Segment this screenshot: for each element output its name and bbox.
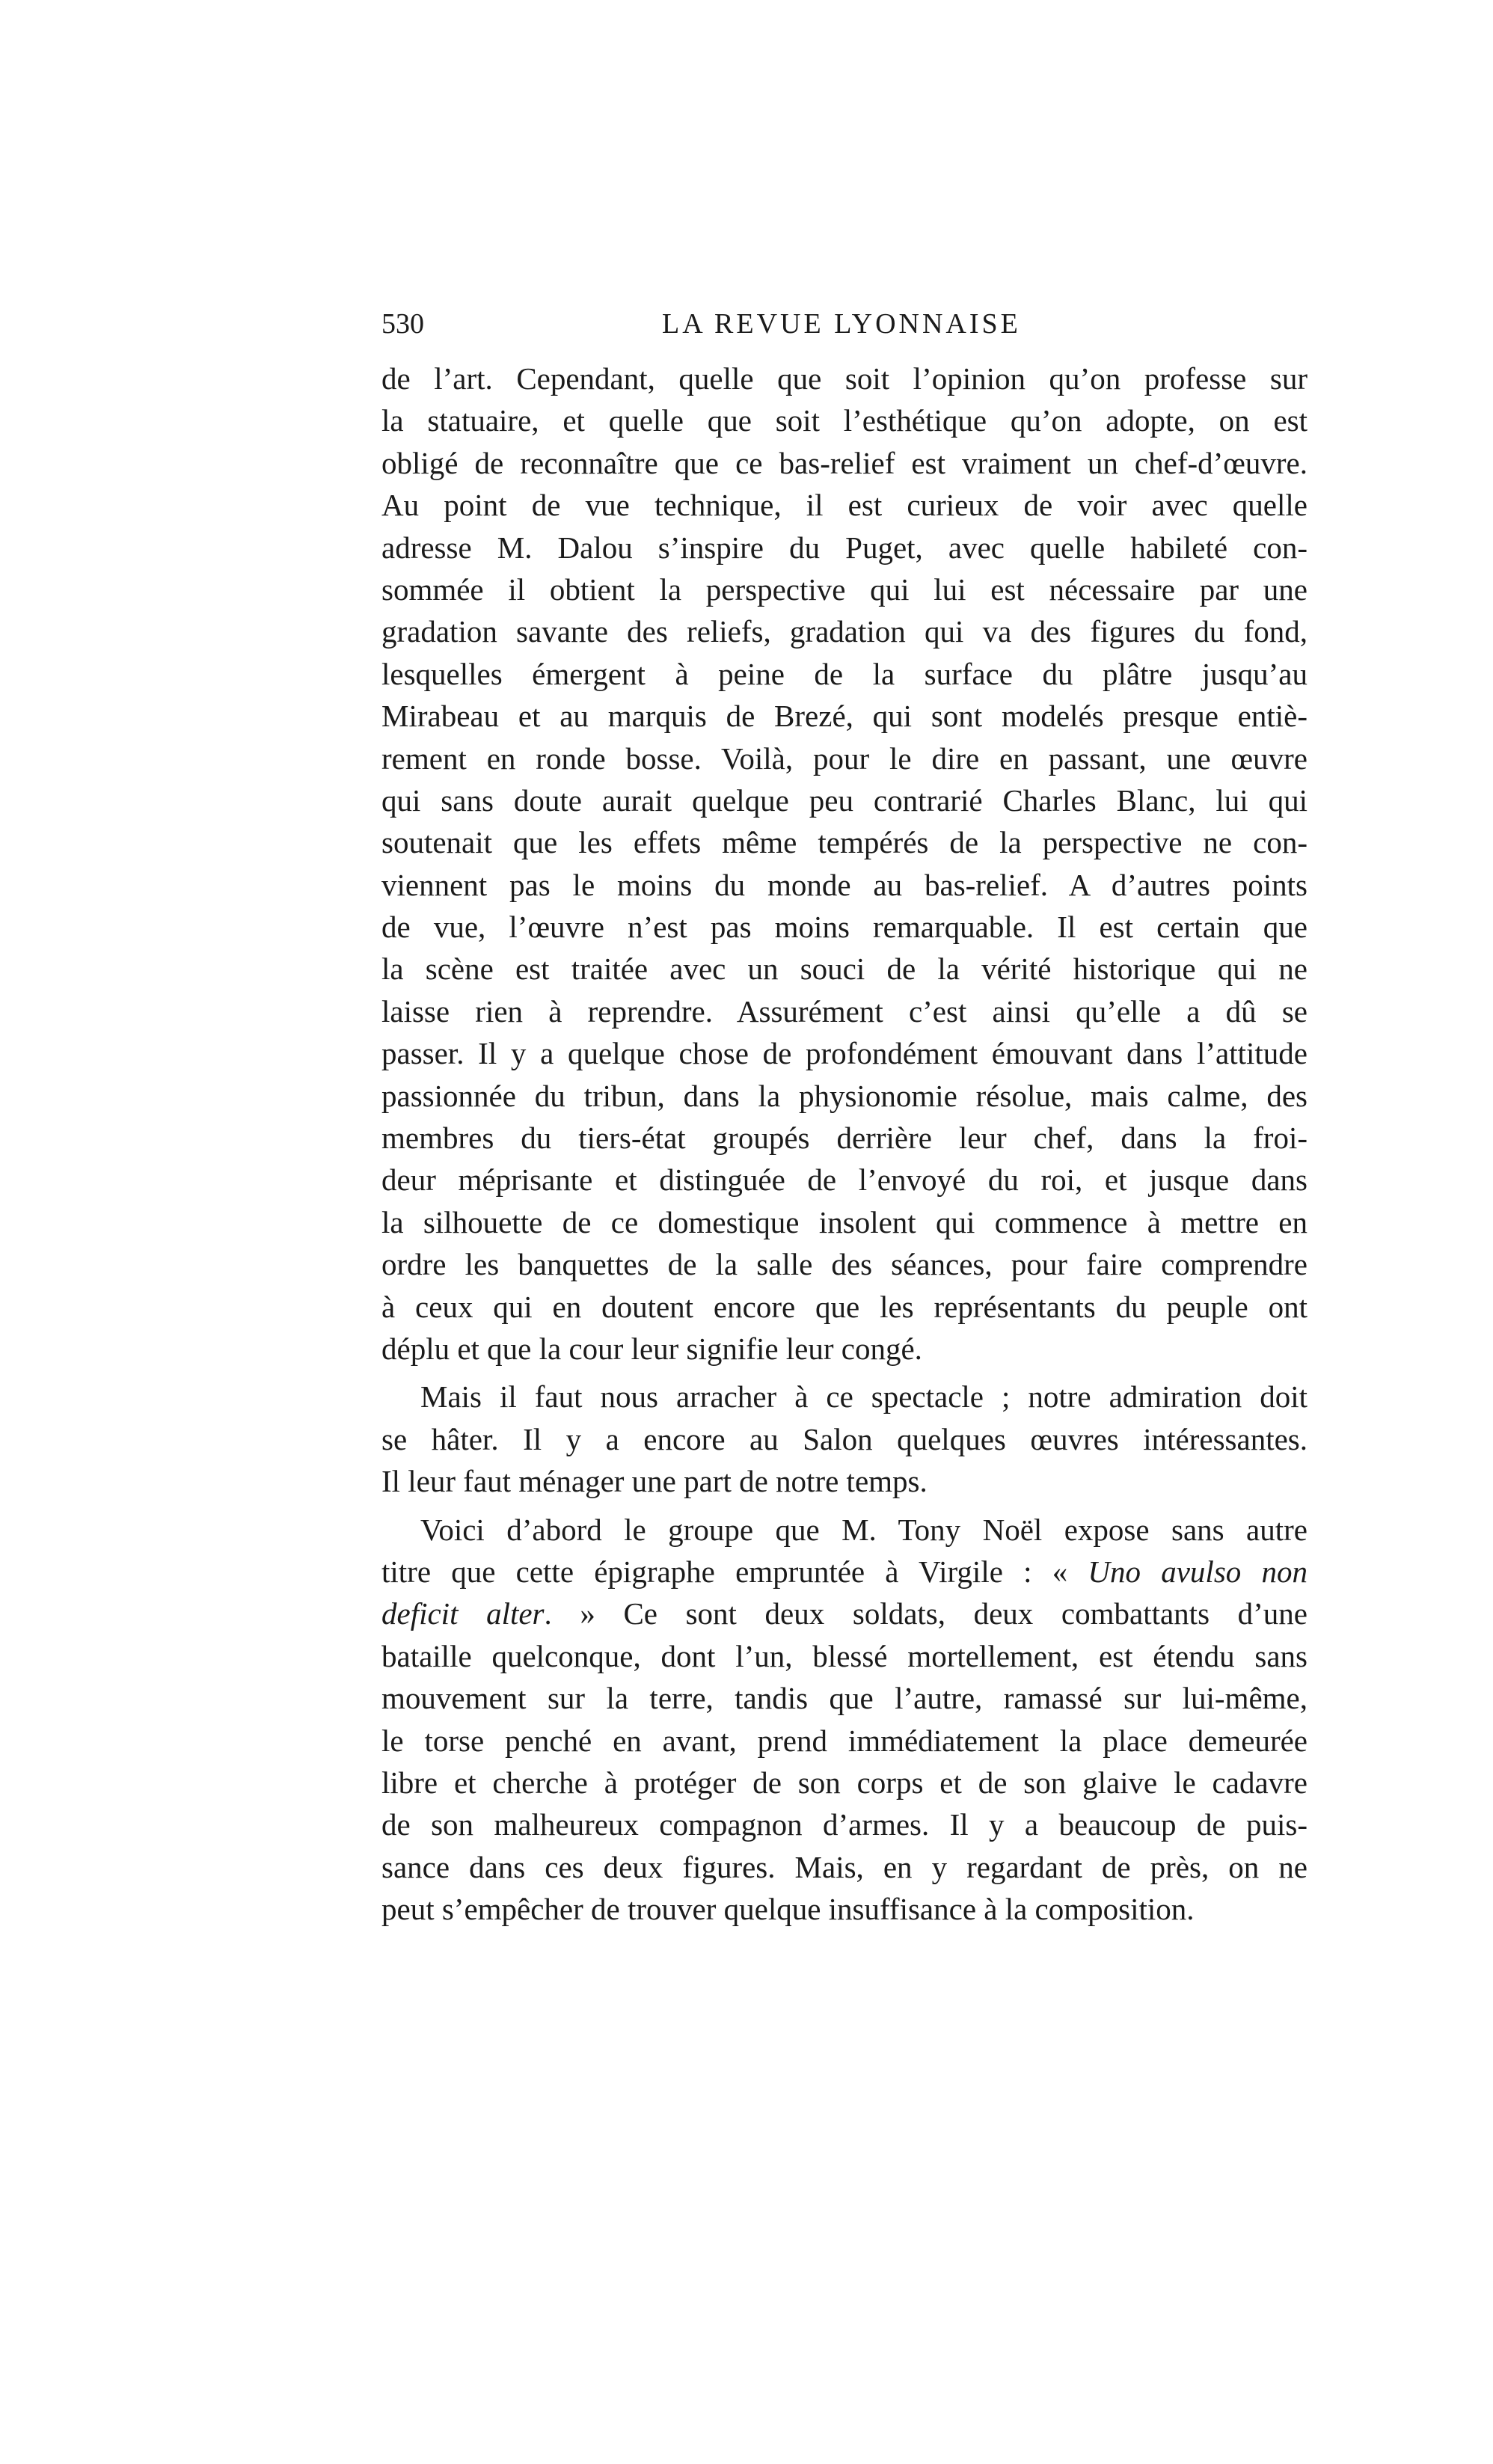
text-line: de vue, l’œuvre n’est pas moins remarquable. Il est certain que: [381, 910, 1307, 945]
paragraph: [381, 358, 1307, 1370]
text-line: bataille quelconque, dont l’un, blessé mortellement, est étendu sans: [381, 1638, 1307, 1673]
epigraph-italic-continued: deficit alter: [381, 1596, 545, 1631]
text-line: Mais il faut nous arracher à ce spectacle ; notre admiration doit: [420, 1379, 1307, 1415]
epigraph-italic: Uno avulso non: [1088, 1554, 1307, 1589]
text-line: la silhouette de ce domestique insolent qui commence à mettre en: [381, 1204, 1307, 1239]
text-segment: titre que cette épigraphe empruntée à Virgile : «: [381, 1554, 1088, 1589]
text-line: obligé de reconnaître que ce bas-relief est vraiment un chef-d’œuvre.: [381, 445, 1307, 480]
text-line: se hâter. Il y a encore au Salon quelques œuvres intéressantes.: [381, 1421, 1307, 1456]
text-line: qui sans doute aurait quelque peu contrarié Charles Blanc, lui qui: [381, 782, 1307, 818]
text-line: de l’art. Cependant, quelle que soit l’opinion qu’on professe sur: [381, 361, 1307, 396]
text-line: de son malheureux compagnon d’armes. Il y a beaucoup de puis-: [381, 1807, 1307, 1842]
running-title: LA REVUE LYONNAISE: [662, 308, 1021, 340]
text-line: sance dans ces deux figures. Mais, en y regardant de près, on ne: [381, 1849, 1307, 1884]
text-line: Au point de vue technique, il est curieux de voir avec quelle: [381, 488, 1307, 523]
text-line: à ceux qui en doutent encore que les représentants du peuple ont: [381, 1289, 1307, 1324]
paragraph: [381, 1376, 1307, 1502]
text-line: le torse penché en avant, prend immédiatement la place demeurée: [381, 1723, 1307, 1758]
text-line: passer. Il y a quelque chose de profondément émouvant dans l’attitude: [381, 1036, 1307, 1071]
text-line: deur méprisante et distinguée de l’envoyé du roi, et jusque dans: [381, 1162, 1307, 1198]
text-line: déplu et que la cour leur signifie leur congé.: [381, 1331, 922, 1366]
text-line: laisse rien à reprendre. Assurément c’est ainsi qu’elle a dû se: [381, 993, 1307, 1029]
text-line: peut s’empêcher de trouver quelque insuffisance à la composition.: [381, 1892, 1195, 1927]
paragraph: [381, 1509, 1307, 1931]
text-line: la scène est traitée avec un souci de la vérité historique qui ne: [381, 951, 1307, 987]
text-line: la statuaire, et quelle que soit l’esthétique qu’on adopte, on est: [381, 403, 1307, 438]
text-line: rement en ronde bosse. Voilà, pour le dire en passant, une œuvre: [381, 741, 1307, 776]
text-line: ordre les banquettes de la salle des séances, pour faire comprendre: [381, 1247, 1307, 1282]
text-line: viennent pas le moins du monde au bas-relief. A d’autres points: [381, 867, 1307, 902]
text-line: [381, 1551, 1307, 1593]
page-number: 530: [381, 308, 424, 340]
text-line: mouvement sur la terre, tandis que l’autre, ramassé sur lui-même,: [381, 1681, 1307, 1716]
page-header: [381, 303, 1294, 345]
text-line: gradation savante des reliefs, gradation qui va des figures du fond,: [381, 614, 1307, 649]
text-line: Voici d’abord le groupe que M. Tony Noël expose sans autre: [420, 1512, 1307, 1547]
text-line: Il leur faut ménager une part de notre temps.: [381, 1464, 928, 1499]
text-line: adresse M. Dalou s’inspire du Puget, avec quelle habileté con-: [381, 530, 1307, 565]
text-line: soutenait que les effets même tempérés de la perspective ne con-: [381, 825, 1307, 860]
text-line: Mirabeau et au marquis de Brezé, qui sont modelés presque entiè-: [381, 699, 1307, 734]
text-segment: . » Ce sont deux soldats, deux combattants d’une: [544, 1596, 1307, 1631]
text-line: passionnée du tribun, dans la physionomie résolue, mais calme, des: [381, 1078, 1307, 1113]
text-line: [381, 1593, 1307, 1634]
body-text: [381, 358, 1307, 1930]
text-line: sommée il obtient la perspective qui lui est nécessaire par une: [381, 571, 1307, 607]
text-line: libre et cherche à protéger de son corps et de son glaive le cadavre: [381, 1765, 1307, 1800]
text-line: lesquelles émergent à peine de la surface du plâtre jusqu’au: [381, 656, 1307, 691]
text-line: membres du tiers-état groupés derrière leur chef, dans la froi-: [381, 1121, 1307, 1156]
